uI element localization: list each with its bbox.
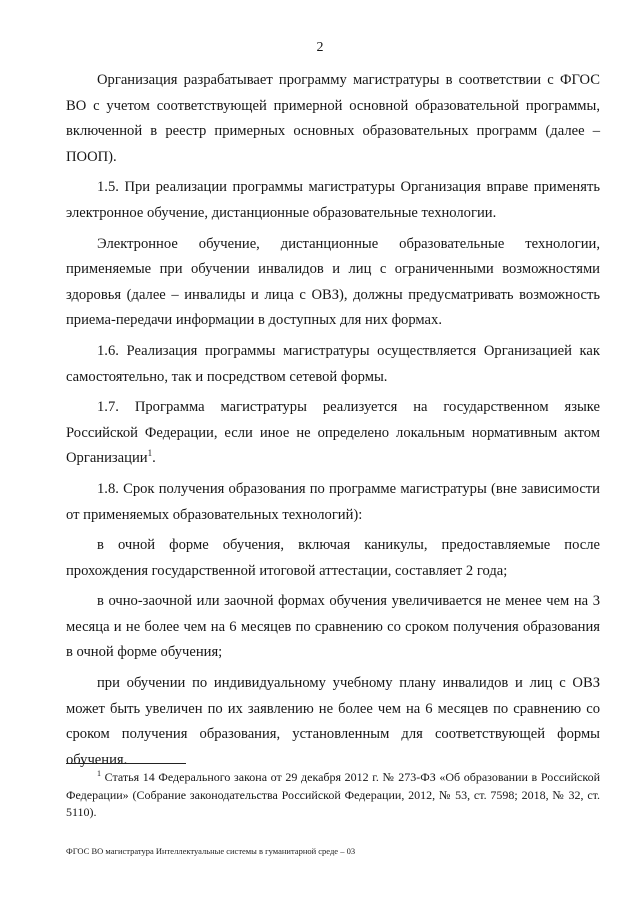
footnote-divider xyxy=(66,763,186,764)
paragraph-distance-learning: Электронное обучение, дистанционные образовательные технологии, применяемые при обучении инвалидов и лиц с ограниченными возможностями здоровья (далее – инвалиды и лица с ОВЗ), должны предусматривать возможность приема-передачи информации в доступных для них формах. xyxy=(66,235,600,329)
footnote-reference[interactable]: 1 xyxy=(147,448,153,459)
footnote-item xyxy=(66,769,600,822)
page-number: 2 xyxy=(316,40,324,55)
paragraph-intro: Организация разрабатывает программу магистратуры в соответствии с ФГОС ВО с учетом соответствующей примерной основной образовательной программы, включенной в реестр примерных основных образовательных программ (далее – ПООП). xyxy=(66,72,600,165)
paragraph-1-7-end: . xyxy=(152,450,156,467)
paragraph-1-8: 1.8. Срок получения образования по программе магистратуры (вне зависимости от применяемых образовательных технологий): xyxy=(66,480,600,523)
page-footer: ФГОС ВО магистратура Интеллектуальные системы в гуманитарной среде – 03 xyxy=(66,846,356,856)
document-body xyxy=(66,68,600,778)
paragraph-1-6: 1.6. Реализация программы магистратуры осуществляется Организацией как самостоятельно, так и посредством сетевой формы. xyxy=(66,342,600,385)
paragraph-1-7 xyxy=(66,395,600,472)
footnote-text: Статья 14 Федерального закона от 29 декабря 2012 г. № 273-ФЗ «Об образовании в Российской Федерации» (Собрание законодательства Российской Федерации, 2012, № 53, ст. 7598; 2018, № 32, ст. 5110). xyxy=(66,770,600,819)
footnote xyxy=(66,769,600,822)
paragraph-individual-plan: при обучении по индивидуальному учебному плану инвалидов и лиц с ОВЗ может быть увеличен по их заявлению не более чем на 6 месяцев по сравнению со сроком получения образования, установленным для соответствующей формы обучения. xyxy=(66,675,600,768)
paragraph-1-7-text: 1.7. Программа магистратуры реализуется на государственном языке Российской Федерации, если иное не определено локальным нормативным актом Организации xyxy=(66,399,600,467)
paragraph-full-time: в очной форме обучения, включая каникулы, предоставляемые после прохождения государственной итоговой аттестации, составляет 2 года; xyxy=(66,537,600,579)
paragraph-1-5: 1.5. При реализации программы магистратуры Организация вправе применять электронное обучение, дистанционные образовательные технологии. xyxy=(66,179,600,221)
paragraph-part-time: в очно-заочной или заочной формах обучения увеличивается не менее чем на 3 месяца и не более чем на 6 месяцев по сравнению со сроком получения образования в очной форме обучения; xyxy=(66,593,600,661)
footnote-marker: 1 xyxy=(97,769,101,778)
